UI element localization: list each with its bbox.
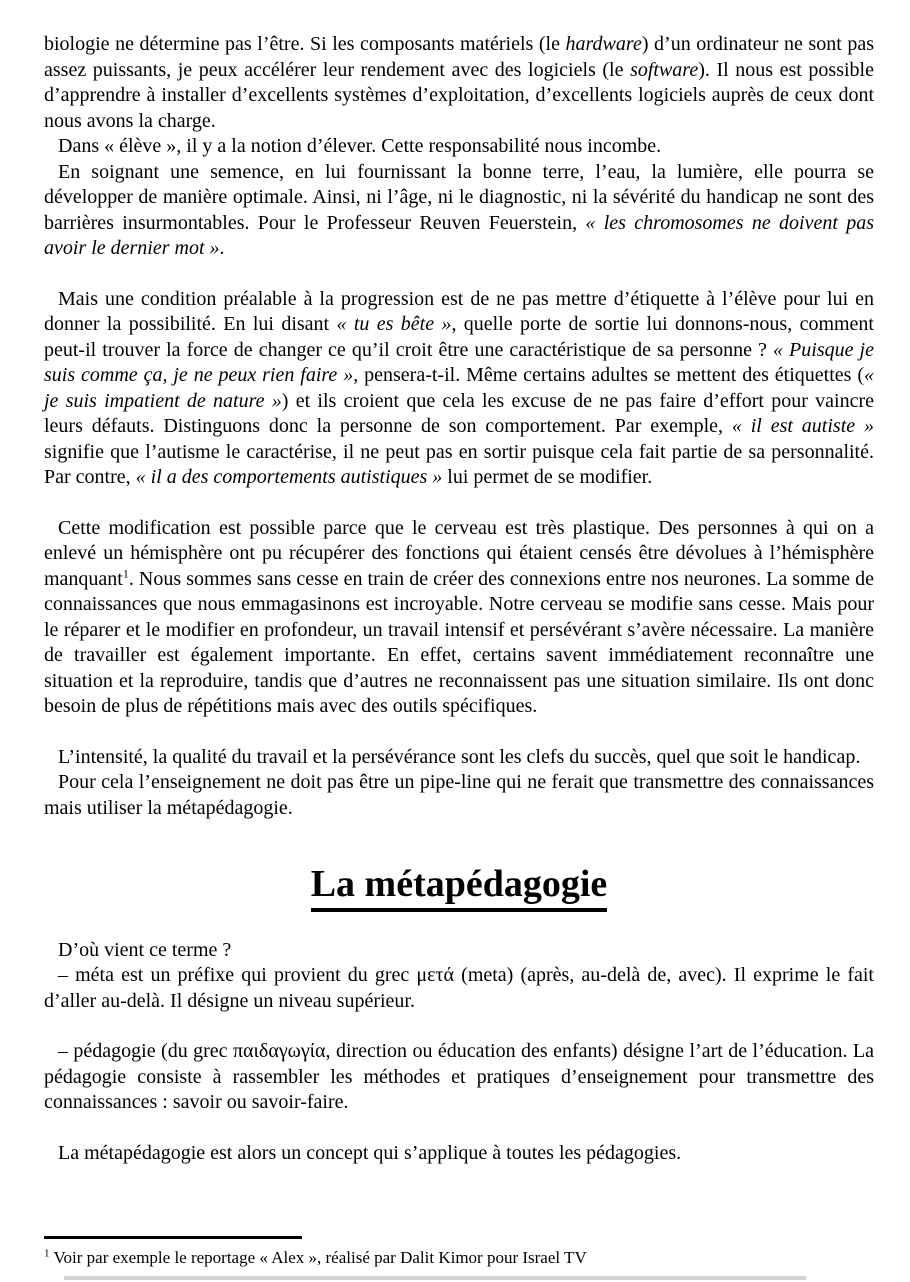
text-run: L’intensité, la qualité du travail et la persévérance sont les clefs du succès, quel que soit le handicap. (58, 745, 861, 768)
text-run: . Nous sommes sans cesse en train de créer des connexions entre nos neurones. La somme de connaissances que nous emmagasinons est incroyable. Notre cerveau se modifie sans cesse. Mais pour le réparer et le modifier en profondeur, un travail intensif et persévérant s’avère nécessaire. La manière de travailler est également importante. En effet, certains savent immédiatement reconnaître une situation et la reproduire, tandis que d’autres ne reconnaissent pas une situation similaire. Ils ont donc besoin de plus de répétitions mais avec des outils spécifiques. (44, 567, 874, 717)
text-run: ) et ils croient que cela les excuse de ne pas faire d’effort pour vaincre leurs défauts. Distinguons donc la personne de son comportement. Par exemple, (44, 389, 874, 437)
italic-quote: « tu es bête » (336, 313, 452, 335)
paragraph-spacer (44, 262, 874, 287)
italic-quote: hardware (565, 33, 642, 55)
text-run: Pour cela l’enseignement ne doit pas être un pipe-line qui ne ferait que transmettre des connaissances mais utiliser la métapédagogie. (44, 771, 874, 819)
paragraph (44, 963, 874, 1014)
italic-quote: software (630, 58, 699, 81)
paragraph (44, 938, 874, 964)
paragraph-spacer (44, 1116, 874, 1141)
text-run: Cette modification est possible parce que le cerveau est très plastique. Des personnes à qui on a enlevé un hémisphère ont pu récupérer des fonctions qui étaient censés être dévolues à l’hémisphère manquant (44, 516, 874, 590)
paragraph (44, 160, 874, 262)
paragraph (44, 32, 874, 134)
footnote (44, 1247, 874, 1268)
text-run: lui permet de se modifier. (442, 466, 653, 488)
paragraph-spacer (44, 1014, 874, 1039)
page-content (44, 32, 874, 1166)
italic-quote: « Puisque je suis comme ça, je ne peux rien faire » (44, 338, 874, 386)
paragraph (44, 516, 874, 720)
text-run: biologie ne détermine pas l’être. Si les composants matériels (le (44, 33, 566, 55)
paragraph (44, 134, 874, 160)
italic-quote: « les chromosomes ne doivent pas avoir le dernier mot » (44, 211, 874, 259)
section-heading-text: La métapédagogie (311, 863, 608, 912)
text-run: ). Il nous est possible d’apprendre à installer d’excellents systèmes d’exploitation, d’excellents logiciels auprès de ceux dont nous avons la charge. (44, 58, 874, 132)
section-heading (44, 863, 874, 912)
paragraph-spacer (44, 491, 874, 516)
paragraph (44, 1141, 874, 1167)
text-run: , pensera-t-il. Même certains adultes se mettent des étiquettes ( (353, 364, 864, 386)
text-run: , quelle porte de sortie lui donnons-nous, comment peut-il trouver la force de changer ce qu’il croit être une caractéristique de sa personne ? (44, 313, 874, 361)
footnote-reference: 1 (122, 565, 129, 580)
italic-quote: « il est autiste » (731, 415, 874, 437)
text-run: – méta est un préfixe qui provient du grec μετά (meta) (après, au-delà de, avec). Il exprime le fait d’aller au-delà. Il désigne un niveau supérieur. (44, 964, 874, 1012)
footnote-separator (44, 1236, 302, 1239)
text-run: D’où vient ce terme ? (58, 938, 232, 961)
clipped-next-line (64, 1276, 806, 1280)
footnote-marker: 1 (44, 1247, 50, 1260)
italic-quote: « il a des comportements autistiques » (135, 466, 443, 488)
text-run: – pédagogie (du grec παιδαγωγία, direction ou éducation des enfants) désigne l’art de l’éducation. La pédagogie consiste à rassembler les méthodes et pratiques d’enseignement pour transmettre des connaissances : savoir ou savoir-faire. (44, 1040, 874, 1114)
paragraph (44, 770, 874, 821)
italic-quote: « je suis impatient de nature » (44, 364, 874, 412)
footnote-area (44, 1236, 874, 1268)
text-run: Mais une condition préalable à la progression est de ne pas mettre d’étiquette à l’élève pour lui en donner la possibilité. En lui disant (44, 287, 874, 335)
paragraph (44, 287, 874, 491)
text-run: ) d’un ordinateur ne sont pas assez puissants, je peux accélérer leur rendement avec des logiciels (le (44, 33, 874, 81)
paragraph (44, 745, 874, 771)
text-run: signifie que l’autisme le caractérise, il ne peut pas en sortir puisque cela fait partie de sa personnalité. Par contre, (44, 440, 874, 488)
paragraph-spacer (44, 720, 874, 745)
text-run: La métapédagogie est alors un concept qui s’applique à toutes les pédagogies. (58, 1141, 682, 1164)
text-run: . (219, 237, 225, 259)
text-run: En soignant une semence, en lui fournissant la bonne terre, l’eau, la lumière, elle pourra se développer de manière optimale. Ainsi, ni l’âge, ni le diagnostic, ni la sévérité du handicap ne sont des barrières insurmontables. Pour le Professeur Reuven Feuerstein, (44, 160, 874, 234)
footnote-text: Voir par exemple le reportage « Alex », réalisé par Dalit Kimor pour Israel TV (49, 1248, 587, 1267)
paragraph (44, 1039, 874, 1116)
text-run: Dans « élève », il y a la notion d’élever. Cette responsabilité nous incombe. (58, 135, 662, 157)
